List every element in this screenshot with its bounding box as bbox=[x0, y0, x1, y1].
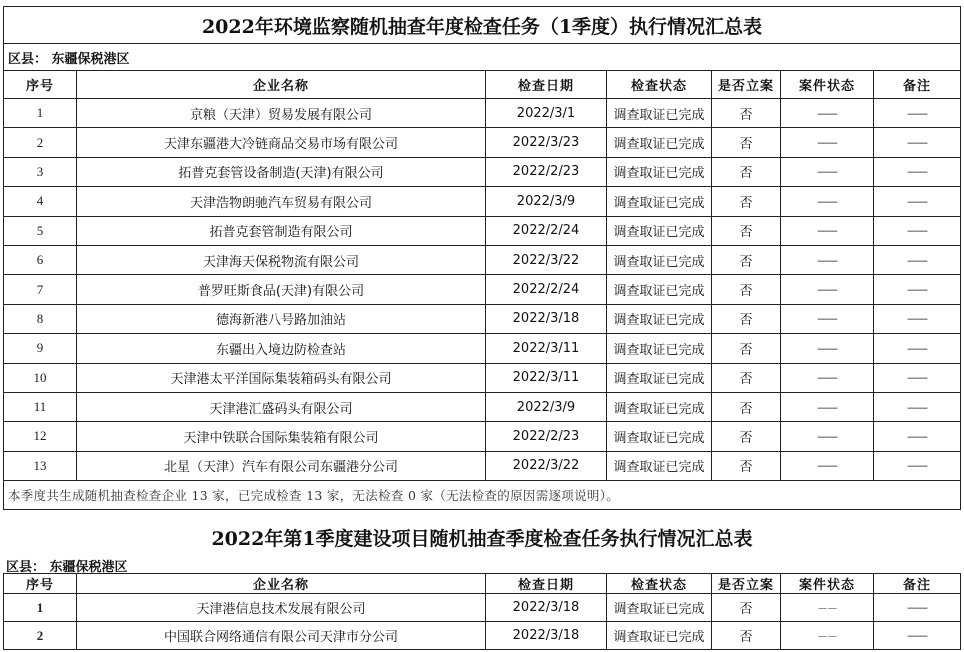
row-number: 4 bbox=[4, 187, 77, 216]
company-name: 天津中铁联合国际集装箱有限公司 bbox=[77, 422, 486, 451]
inspection-status: 调查取证已完成 bbox=[607, 422, 712, 451]
row-number: 2 bbox=[4, 128, 77, 157]
inspection-date: 2022/3/18 bbox=[486, 622, 607, 650]
company-name: 天津港信息技术发展有限公司 bbox=[77, 594, 486, 622]
inspection-date: 2022/3/18 bbox=[486, 304, 607, 333]
header-filed: 是否立案 bbox=[712, 574, 781, 594]
case-status: －－ bbox=[781, 622, 874, 650]
header-note: 备注 bbox=[874, 574, 961, 594]
inspection-date: 2022/3/9 bbox=[486, 187, 607, 216]
row-number: 5 bbox=[4, 216, 77, 245]
case-filed: 否 bbox=[712, 334, 781, 363]
inspection-date: 2022/3/1 bbox=[486, 99, 607, 128]
remark: —— bbox=[874, 157, 961, 186]
table-row bbox=[4, 422, 961, 451]
case-status: —— bbox=[781, 304, 874, 333]
inspection-date: 2022/3/9 bbox=[486, 392, 607, 421]
header-date: 检查日期 bbox=[486, 574, 607, 594]
case-status: —— bbox=[781, 99, 874, 128]
company-name: 德海新港八号路加油站 bbox=[77, 304, 486, 333]
table-row bbox=[4, 622, 961, 650]
table-row bbox=[4, 187, 961, 216]
company-name: 拓普克套管制造有限公司 bbox=[77, 216, 486, 245]
inspection-date: 2022/3/22 bbox=[486, 245, 607, 274]
remark: —— bbox=[874, 363, 961, 392]
row-number: 7 bbox=[4, 275, 77, 304]
remark: —— bbox=[874, 392, 961, 421]
table-row bbox=[4, 451, 961, 480]
table2-title: 2022年第1季度建设项目随机抽查季度检查任务执行情况汇总表 bbox=[211, 528, 753, 550]
inspection-status: 调查取证已完成 bbox=[607, 451, 712, 480]
table1-region: 区县： 东疆保税港区 bbox=[4, 44, 961, 71]
inspection-status: 调查取证已完成 bbox=[607, 99, 712, 128]
company-name: 东疆出入境边防检查站 bbox=[77, 334, 486, 363]
case-filed: 否 bbox=[712, 594, 781, 622]
row-number: 6 bbox=[4, 245, 77, 274]
header-status: 检查状态 bbox=[607, 71, 712, 99]
inspection-status: 调查取证已完成 bbox=[607, 622, 712, 650]
case-status: —— bbox=[781, 334, 874, 363]
inspection-date: 2022/3/18 bbox=[486, 594, 607, 622]
row-number: 12 bbox=[4, 422, 77, 451]
table2-header-row bbox=[4, 574, 961, 594]
row-number: 13 bbox=[4, 451, 77, 480]
case-status: －－ bbox=[781, 594, 874, 622]
inspection-date: 2022/2/23 bbox=[486, 157, 607, 186]
case-status: —— bbox=[781, 187, 874, 216]
company-name: 天津浩物朗驰汽车贸易有限公司 bbox=[77, 187, 486, 216]
case-status: —— bbox=[781, 451, 874, 480]
inspection-status: 调查取证已完成 bbox=[607, 363, 712, 392]
remark: —— bbox=[874, 187, 961, 216]
case-filed: 否 bbox=[712, 451, 781, 480]
case-filed: 否 bbox=[712, 304, 781, 333]
header-filed: 是否立案 bbox=[712, 71, 781, 99]
remark: —— bbox=[874, 128, 961, 157]
table2-region: 区县： 东疆保税港区 bbox=[6, 560, 128, 575]
inspection-status: 调查取证已完成 bbox=[607, 392, 712, 421]
remark: —— bbox=[874, 594, 961, 622]
remark: —— bbox=[874, 275, 961, 304]
table-row bbox=[4, 363, 961, 392]
inspection-date: 2022/3/11 bbox=[486, 363, 607, 392]
case-filed: 否 bbox=[712, 422, 781, 451]
row-number: 8 bbox=[4, 304, 77, 333]
case-filed: 否 bbox=[712, 216, 781, 245]
case-filed: 否 bbox=[712, 275, 781, 304]
table1-summary: 本季度共生成随机抽查检查企业 13 家，已完成检查 13 家，无法检查 0 家（无法检查的原因需逐项说明）。 bbox=[4, 481, 961, 510]
company-name: 京粮（天津）贸易发展有限公司 bbox=[77, 99, 486, 128]
header-date: 检查日期 bbox=[486, 71, 607, 99]
inspection-status: 调查取证已完成 bbox=[607, 245, 712, 274]
table-row bbox=[4, 245, 961, 274]
case-filed: 否 bbox=[712, 392, 781, 421]
case-filed: 否 bbox=[712, 245, 781, 274]
inspection-status: 调查取证已完成 bbox=[607, 157, 712, 186]
case-filed: 否 bbox=[712, 157, 781, 186]
header-status: 检查状态 bbox=[607, 574, 712, 594]
inspection-status: 调查取证已完成 bbox=[607, 594, 712, 622]
case-status: —— bbox=[781, 392, 874, 421]
company-name: 天津海天保税物流有限公司 bbox=[77, 245, 486, 274]
table1-title: 2022年环境监察随机抽查年度检查任务（1季度）执行情况汇总表 bbox=[4, 7, 961, 44]
remark: —— bbox=[874, 422, 961, 451]
case-status: —— bbox=[781, 216, 874, 245]
company-name: 中国联合网络通信有限公司天津市分公司 bbox=[77, 622, 486, 650]
company-name: 天津东疆港大冷链商品交易市场有限公司 bbox=[77, 128, 486, 157]
case-filed: 否 bbox=[712, 99, 781, 128]
inspection-date: 2022/3/11 bbox=[486, 334, 607, 363]
row-number: 11 bbox=[4, 392, 77, 421]
remark: —— bbox=[874, 622, 961, 650]
company-name: 拓普克套管设备制造(天津)有限公司 bbox=[77, 157, 486, 186]
inspection-status: 调查取证已完成 bbox=[607, 334, 712, 363]
remark: —— bbox=[874, 245, 961, 274]
inspection-date: 2022/2/23 bbox=[486, 422, 607, 451]
table1-header-row bbox=[4, 71, 961, 99]
row-number: 10 bbox=[4, 363, 77, 392]
table-row bbox=[4, 275, 961, 304]
case-filed: 否 bbox=[712, 622, 781, 650]
table-row bbox=[4, 594, 961, 622]
header-seq: 序号 bbox=[4, 71, 77, 99]
header-company: 企业名称 bbox=[77, 71, 486, 99]
header-case: 案件状态 bbox=[781, 574, 874, 594]
inspection-date: 2022/2/24 bbox=[486, 216, 607, 245]
case-status: —— bbox=[781, 363, 874, 392]
inspection-status: 调查取证已完成 bbox=[607, 275, 712, 304]
remark: —— bbox=[874, 334, 961, 363]
remark: —— bbox=[874, 451, 961, 480]
case-filed: 否 bbox=[712, 187, 781, 216]
construction-inspection-table bbox=[3, 573, 961, 650]
inspection-date: 2022/2/24 bbox=[486, 275, 607, 304]
table-row bbox=[4, 99, 961, 128]
row-number: 2 bbox=[4, 622, 77, 650]
company-name: 北星（天津）汽车有限公司东疆港分公司 bbox=[77, 451, 486, 480]
case-status: —— bbox=[781, 245, 874, 274]
company-name: 天津港汇盛码头有限公司 bbox=[77, 392, 486, 421]
case-status: —— bbox=[781, 275, 874, 304]
row-number: 1 bbox=[4, 99, 77, 128]
remark: —— bbox=[874, 99, 961, 128]
company-name: 普罗旺斯食品(天津)有限公司 bbox=[77, 275, 486, 304]
table-row bbox=[4, 334, 961, 363]
company-name: 天津港太平洋国际集装箱码头有限公司 bbox=[77, 363, 486, 392]
inspection-status: 调查取证已完成 bbox=[607, 216, 712, 245]
header-note: 备注 bbox=[874, 71, 961, 99]
inspection-status: 调查取证已完成 bbox=[607, 187, 712, 216]
inspection-date: 2022/3/23 bbox=[486, 128, 607, 157]
case-status: —— bbox=[781, 157, 874, 186]
case-filed: 否 bbox=[712, 128, 781, 157]
header-case: 案件状态 bbox=[781, 71, 874, 99]
case-filed: 否 bbox=[712, 363, 781, 392]
table-row bbox=[4, 392, 961, 421]
row-number: 3 bbox=[4, 157, 77, 186]
environmental-inspection-table bbox=[3, 6, 961, 510]
remark: —— bbox=[874, 304, 961, 333]
table-row bbox=[4, 128, 961, 157]
header-company: 企业名称 bbox=[77, 574, 486, 594]
table-row bbox=[4, 157, 961, 186]
table-row bbox=[4, 216, 961, 245]
inspection-status: 调查取证已完成 bbox=[607, 128, 712, 157]
row-number: 1 bbox=[4, 594, 77, 622]
case-status: —— bbox=[781, 128, 874, 157]
row-number: 9 bbox=[4, 334, 77, 363]
table-row bbox=[4, 304, 961, 333]
inspection-status: 调查取证已完成 bbox=[607, 304, 712, 333]
case-status: —— bbox=[781, 422, 874, 451]
remark: —— bbox=[874, 216, 961, 245]
inspection-date: 2022/3/22 bbox=[486, 451, 607, 480]
header-seq: 序号 bbox=[4, 574, 77, 594]
